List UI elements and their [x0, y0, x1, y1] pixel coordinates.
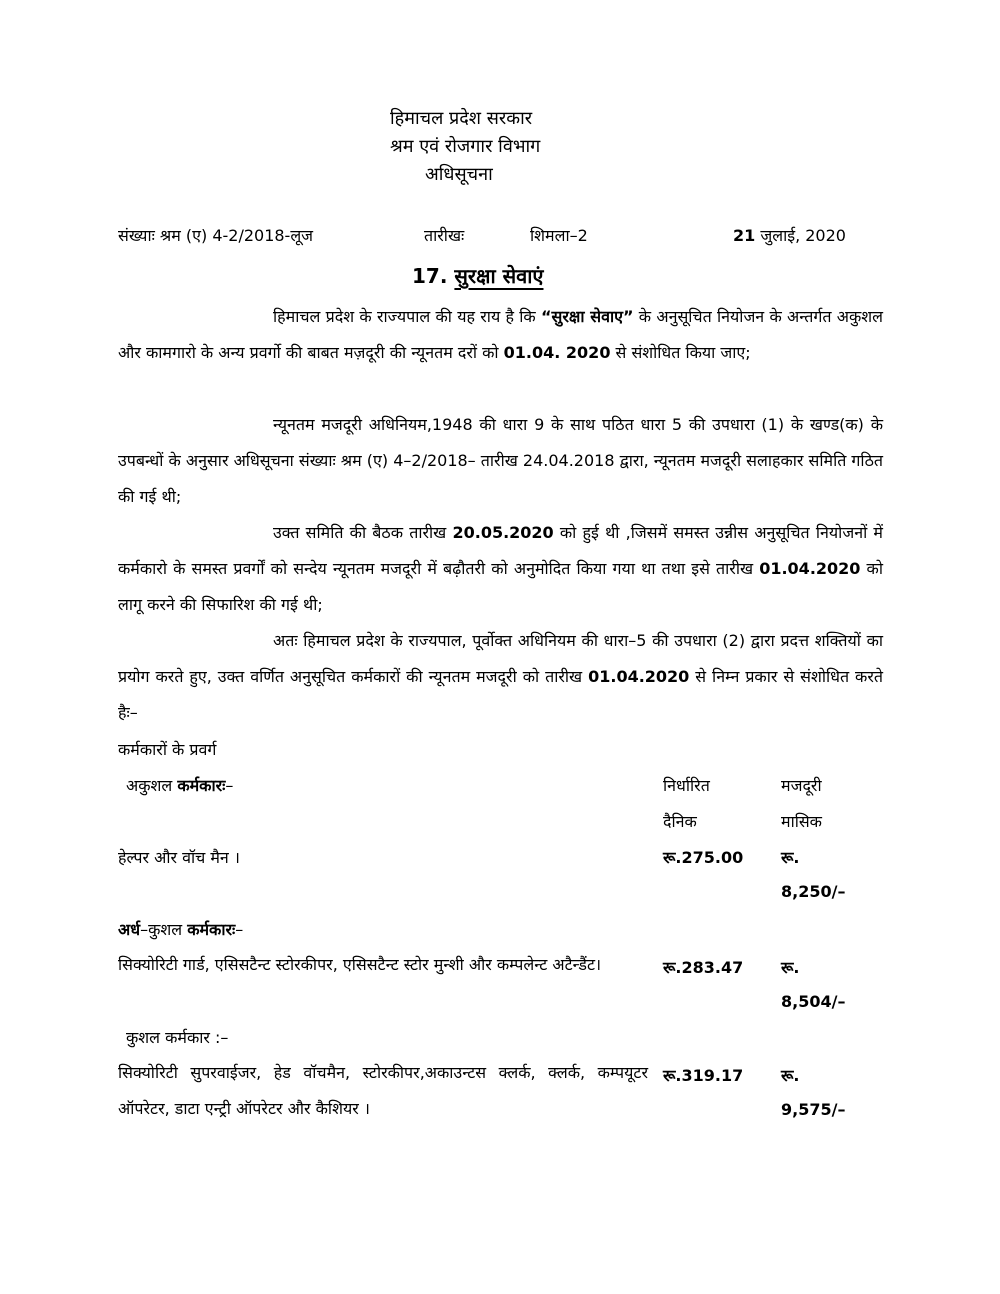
header-notification: अधिसूचना — [425, 164, 493, 185]
page-title — [412, 262, 543, 289]
ref-date-rest: जुलाई, 2020 — [760, 226, 846, 245]
ref-place: शिमला–2 — [530, 226, 588, 245]
col-wage: मजदूरी — [781, 776, 822, 795]
semiskilled-heading — [118, 918, 243, 940]
semiskilled-head-d: – — [235, 920, 244, 939]
p3-b: 20.05.2020 — [452, 523, 554, 542]
p1-a: हिमाचल प्रदेश के राज्यपाल की यह राय है कि — [273, 307, 542, 326]
paragraph-3 — [118, 515, 883, 623]
unskilled-heading — [126, 774, 233, 796]
semiskilled-head-b: –कुशल — [140, 920, 188, 939]
unskilled-head-a: अकुशल — [126, 776, 178, 795]
unskilled-head-b: कर्मकारः — [177, 776, 226, 795]
semiskilled-head-a: अर्ध — [118, 920, 141, 939]
paragraph-1 — [118, 299, 883, 371]
p4-c: से निम्न प्रकार से संशोधित करते हैः– — [118, 667, 883, 722]
unskilled-monthly: 8,250/– — [781, 882, 846, 901]
paragraph-2: न्यूनतम मजदूरी अधिनियम,1948 की धारा 9 के साथ पठित धारा 5 की उपधारा (1) के खण्ड(क) के उपबन्धों के अनुसार अधिसूचना संख्याः श्रम (ए) 4–2/2018– तारीख 24.04.2018 द्वारा, न्यूनतम मजदूरी सलाहकार समिति गठित की गई थी; — [118, 415, 883, 506]
unskilled-daily: रू.275.00 — [663, 848, 744, 867]
unskilled-head-c: – — [225, 776, 234, 795]
skilled-heading: कुशल कर्मकार :– — [126, 1028, 229, 1047]
semiskilled-monthly: 8,504/– — [781, 992, 846, 1011]
p1-d: 01.04. 2020 — [503, 343, 611, 362]
p3-d: 01.04.2020 — [759, 559, 861, 578]
p1-e: से संशोधित किया जाए; — [610, 343, 751, 362]
table-category-label: कर्मकारों के प्रवर्ग — [118, 740, 217, 759]
semiskilled-monthly-prefix: रू. — [781, 958, 800, 977]
header-govt: हिमाचल प्रदेश सरकार — [390, 108, 533, 129]
unskilled-monthly-prefix: रू. — [781, 848, 800, 867]
skilled-desc: सिक्योरिटी सुपरवाईजर, हेड वॉचमैन, स्टोरकीपर,अकाउन्टस क्लर्क, क्लर्क, कम्पयूटर ऑपरेटर, डाटा एन्ट्री ऑपरेटर और कैशियर । — [118, 1063, 648, 1118]
header-dept: श्रम एवं रोजगार विभाग — [390, 136, 541, 157]
ref-date — [733, 224, 846, 246]
col-monthly: मासिक — [781, 812, 822, 831]
ref-date-day: 21 — [733, 226, 756, 245]
skilled-monthly-prefix: रू. — [781, 1066, 800, 1085]
title-number: 17. — [412, 264, 448, 288]
semiskilled-desc: सिक्योरिटी गार्ड, एसिसटैन्ट स्टोरकीपर, एसिसटैन्ट स्टोर मुन्शी और कम्पलेन्ट अटैन्डैंट। — [118, 955, 602, 974]
p3-a: उक्त समिति की बैठक तारीख — [273, 523, 453, 542]
skilled-daily: रू.319.17 — [663, 1066, 744, 1085]
p3-c: को हुई थी ,जिसमें समस्त उन्नीस अनुसूचित नियोजनों में कर्मकारो के समस्त प्रवर्गों को सन्देय न्यूनतम मजदूरी में बढ़ौतरी को अनुमोदित किया गया था तथा इसे तारीख — [118, 523, 883, 578]
p4-a: अतः हिमाचल प्रदेश के राज्यपाल, पूर्वोक्त अधिनियम की धारा–5 की उपधारा (2) द्वारा प्रदत्त शक्तियों का प्रयोग करते हुए, उक्त वर्णित अनुसूचित कर्मकारों की न्यूनतम मजदूरी को तारीख — [118, 631, 883, 686]
semiskilled-head-c: कर्मकारः — [187, 920, 236, 939]
p1-b: “सुरक्षा सेवाए” — [541, 307, 634, 326]
title-text: सुरक्षा सेवाएं — [454, 264, 544, 288]
unskilled-desc: हेल्पर और वॉच मैन । — [118, 848, 240, 867]
p1-c: के अनुसूचित नियोजन के अन्तर्गत अकुशल और कामगारो के अन्य प्रवर्गो की बाबत मज़दूरी की न्यूनतम दरों को — [118, 307, 883, 362]
col-fixed: निर्धारित — [663, 776, 710, 795]
col-daily: दैनिक — [663, 812, 697, 831]
semiskilled-daily: रू.283.47 — [663, 958, 744, 977]
paragraph-4 — [118, 623, 883, 731]
ref-number: संख्याः श्रम (ए) 4-2/2018-लूज — [118, 226, 314, 245]
p4-b: 01.04.2020 — [588, 667, 690, 686]
p3-e: को लागू करने की सिफारिश की गई थी; — [118, 559, 883, 614]
skilled-monthly: 9,575/– — [781, 1100, 846, 1119]
ref-date-label: तारीखः — [424, 226, 465, 245]
